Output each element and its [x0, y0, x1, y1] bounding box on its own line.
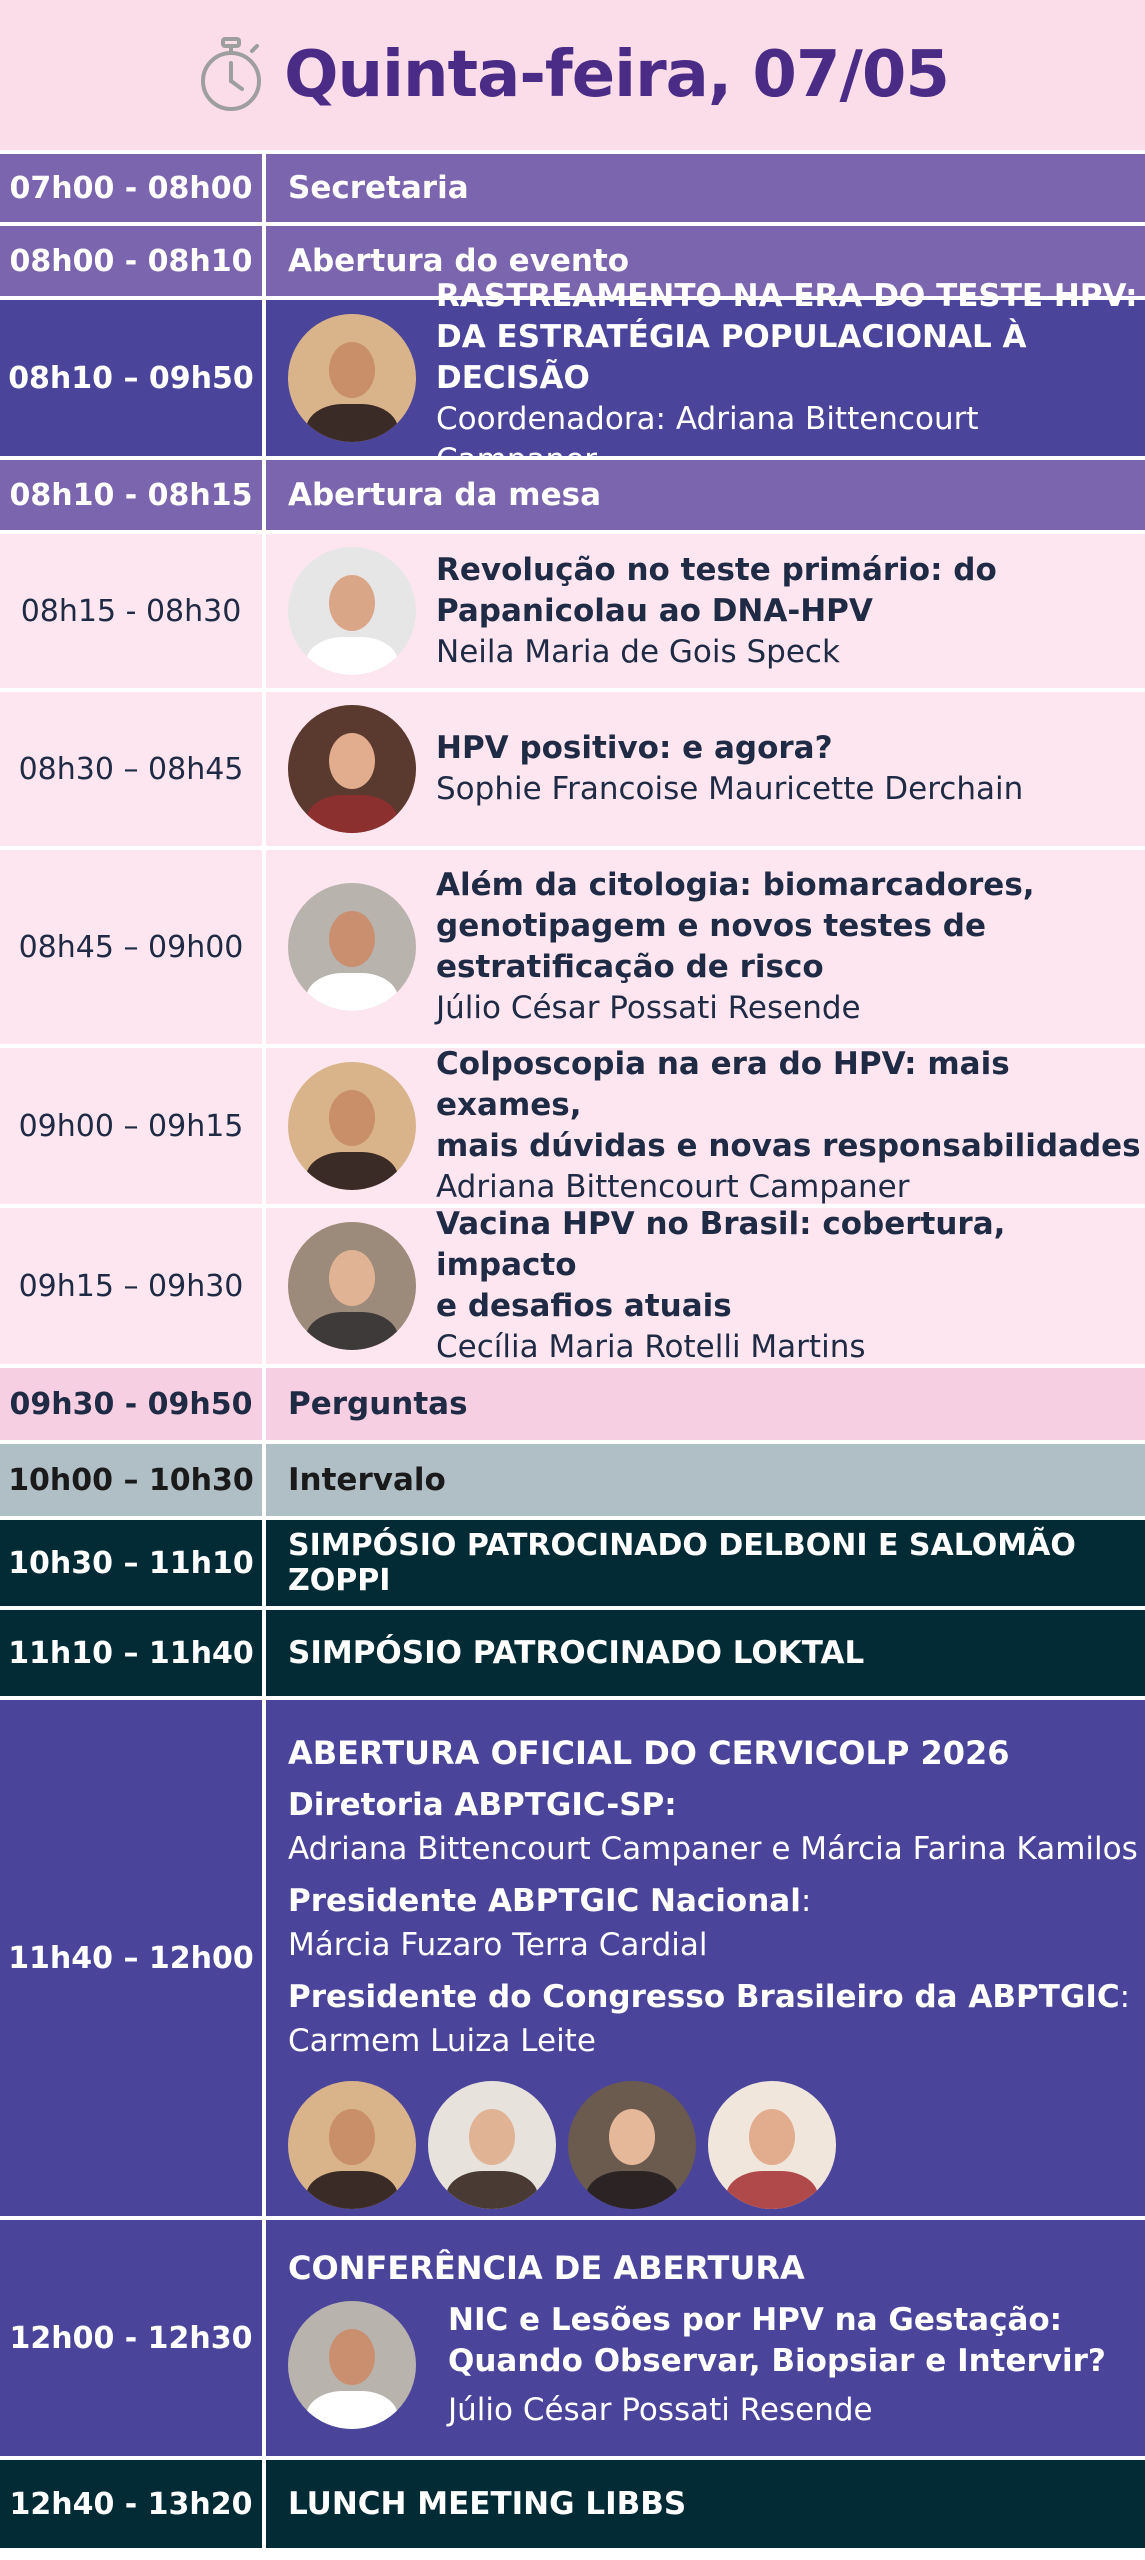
session-content — [266, 1048, 1145, 1204]
schedule-row — [0, 1610, 1145, 1696]
session-title-line: Revolução no teste primário: do — [436, 551, 997, 588]
session-heading: ABERTURA OFICIAL DO CERVICOLP 2026 — [288, 1734, 1010, 1772]
time-slot: 09h15 – 09h30 — [18, 1268, 244, 1304]
role-names: Márcia Fuzaro Terra Cardial — [288, 1927, 708, 1963]
speaker-photo — [708, 2081, 836, 2209]
time-slot: 08h10 - 08h15 — [9, 477, 253, 513]
role-names: Adriana Bittencourt Campaner e Márcia Farina Kamilos — [288, 1831, 1138, 1867]
time-slot: 08h30 – 08h45 — [18, 751, 244, 787]
day-header — [0, 0, 1145, 150]
session-content — [266, 2220, 1145, 2456]
role-label: Presidente do Congresso Brasileiro da ABPTGIC — [288, 1979, 1120, 2015]
session-content — [266, 534, 1145, 688]
schedule-row — [0, 460, 1145, 530]
time-slot: 08h15 - 08h30 — [20, 593, 242, 629]
session-title-line: Além da citologia: biomarcadores, — [436, 867, 1035, 903]
session-title-line: Colposcopia na era do HPV: mais exames, — [436, 1046, 1010, 1123]
time-slot: 10h30 – 11h10 — [8, 1545, 254, 1581]
speaker-photo — [288, 883, 416, 1011]
speaker-photo — [288, 2081, 416, 2209]
session-content — [266, 277, 1145, 456]
schedule-row — [0, 1700, 1145, 2216]
schedule-row — [0, 277, 1145, 456]
schedule-row — [0, 1368, 1145, 1440]
session-title-line: Papanicolau ao DNA-HPV — [436, 592, 873, 629]
session-title-line: estratificação de risco — [436, 949, 824, 985]
session-content — [266, 850, 1145, 1044]
role-label: Presidente ABPTGIC Nacional — [288, 1883, 801, 1919]
session-label: LUNCH MEETING LIBBS — [288, 2486, 687, 2522]
session-title-line: NIC e Lesões por HPV na Gestação: — [448, 2301, 1063, 2338]
time-slot: 11h10 – 11h40 — [8, 1635, 254, 1671]
schedule-row — [0, 2460, 1145, 2548]
schedule-row — [0, 692, 1145, 846]
role-label: Diretoria ABPTGIC-SP: — [288, 1787, 677, 1823]
time-slot: 09h00 – 09h15 — [18, 1108, 244, 1144]
schedule-row — [0, 154, 1145, 222]
session-label: SIMPÓSIO PATROCINADO LOKTAL — [288, 1635, 865, 1671]
speaker-photo — [288, 314, 416, 442]
speaker-photo — [288, 547, 416, 675]
speaker-photo — [288, 705, 416, 833]
time-slot: 07h00 - 08h00 — [9, 170, 253, 206]
session-title-line: Quando Observar, Biopsiar e Intervir? — [448, 2342, 1106, 2379]
speaker-photo — [288, 1062, 416, 1190]
role-separator: : — [800, 1883, 812, 1919]
session-title-line: genotipagem e novos testes de — [436, 908, 986, 944]
speaker-name: Júlio César Possati Resende — [448, 2391, 873, 2428]
session-content — [266, 1700, 1145, 2216]
time-slot: 12h00 - 12h30 — [9, 2320, 253, 2356]
speaker-name: Cecília Maria Rotelli Martins — [436, 1329, 866, 1365]
time-slot: 10h00 – 10h30 — [8, 1462, 254, 1498]
role-separator: : — [1119, 1979, 1131, 2015]
session-title-line: DA ESTRATÉGIA POPULACIONAL À DECISÃO — [436, 318, 1027, 396]
schedule-row — [0, 1048, 1145, 1204]
schedule-row — [0, 850, 1145, 1044]
session-label: Secretaria — [288, 170, 469, 206]
session-title-line: RASTREAMENTO NA ERA DO TESTE HPV: — [436, 277, 1138, 314]
speaker-photos — [288, 2081, 836, 2209]
time-slot: 08h45 – 09h00 — [18, 929, 244, 965]
speaker-photo — [568, 2081, 696, 2209]
stopwatch-icon — [196, 37, 266, 113]
role-names: Carmem Luiza Leite — [288, 2023, 596, 2059]
session-label: Perguntas — [288, 1386, 468, 1422]
page-title: Quinta-feira, 07/05 — [284, 38, 949, 112]
time-slot: 09h30 - 09h50 — [9, 1386, 253, 1422]
session-label: SIMPÓSIO PATROCINADO DELBONI E SALOMÃO ZOPPI — [288, 1528, 1076, 1598]
schedule-row — [0, 534, 1145, 688]
speaker-photo — [288, 2301, 416, 2429]
speaker-name: Neila Maria de Gois Speck — [436, 633, 840, 670]
session-heading: CONFERÊNCIA DE ABERTURA — [288, 2248, 805, 2287]
session-label: Abertura do evento — [288, 243, 630, 279]
schedule-row — [0, 2220, 1145, 2456]
speaker-photo — [288, 1222, 416, 1350]
time-slot: 12h40 - 13h20 — [9, 2486, 253, 2522]
schedule-row — [0, 1444, 1145, 1516]
time-slot: 08h00 - 08h10 — [9, 243, 253, 279]
session-title-line: HPV positivo: e agora? — [436, 730, 833, 766]
session-title-line: e desafios atuais — [436, 1288, 732, 1324]
session-content — [266, 1208, 1145, 1364]
speaker-name: Coordenadora: Adriana Bittencourt — [436, 400, 979, 437]
speaker-photo — [428, 2081, 556, 2209]
schedule-row — [0, 1520, 1145, 1606]
session-content — [266, 692, 1145, 846]
speaker-name: Júlio César Possati Resende — [436, 990, 861, 1026]
time-slot: 08h10 – 09h50 — [8, 360, 254, 396]
session-title-line: mais dúvidas e novas responsabilidades — [436, 1128, 1141, 1164]
session-label: Intervalo — [288, 1462, 446, 1498]
time-slot: 11h40 – 12h00 — [8, 1940, 254, 1976]
schedule-row — [0, 1208, 1145, 1364]
speaker-name: Adriana Bittencourt Campaner — [436, 1169, 910, 1205]
session-title-line: Vacina HPV no Brasil: cobertura, impacto — [436, 1206, 1006, 1283]
speaker-name: Sophie Francoise Mauricette Derchain — [436, 771, 1024, 807]
session-label: Abertura da mesa — [288, 477, 601, 513]
